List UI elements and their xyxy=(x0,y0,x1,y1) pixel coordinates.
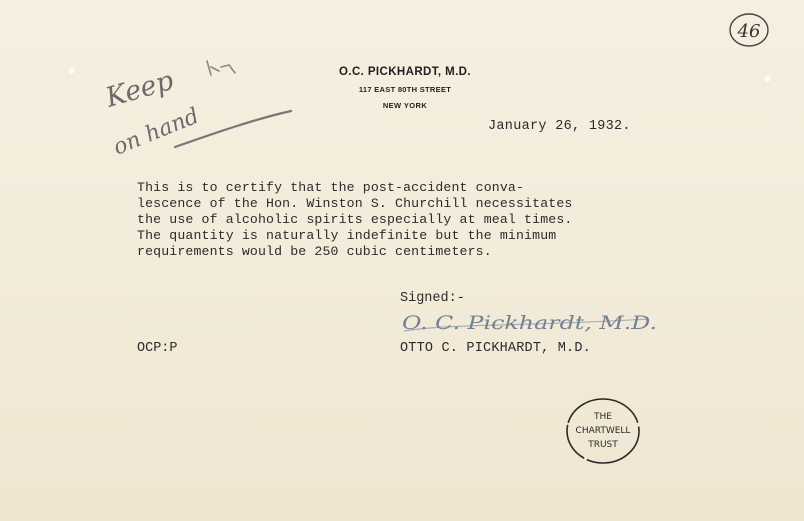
chartwell-trust-stamp xyxy=(563,394,643,468)
stamp-line: THE xyxy=(594,412,612,422)
letterhead xyxy=(300,66,510,110)
handwritten-on-hand: on hand xyxy=(109,103,203,161)
body-line: lescence of the Hon. Winston S. Churchill necessitates xyxy=(137,196,573,211)
signature xyxy=(398,305,668,339)
letterhead-street: 117 EAST 80TH STREET xyxy=(358,85,452,94)
letterhead-city: NEW YORK xyxy=(382,101,428,110)
signature-text: O. C. Pickhardt, M.D. xyxy=(402,312,657,334)
handwritten-keep: Keep xyxy=(102,64,177,114)
typed-name: OTTO C. PICKHARDT, M.D. xyxy=(400,341,591,356)
letter-date: January 26, 1932. xyxy=(488,119,631,134)
punch-hole xyxy=(67,66,76,75)
body-line: This is to certify that the post-accident conva- xyxy=(137,180,525,195)
punch-hole xyxy=(763,74,772,83)
archive-number: 46 xyxy=(737,21,761,42)
stamp-line: CHARTWELL xyxy=(575,426,631,436)
body-line: the use of alcoholic spirits especially at meal times. xyxy=(137,212,573,227)
letterhead-name: O.C. PICKHARDT, M.D. xyxy=(339,66,471,78)
body-line: requirements would be 250 cubic centimeters. xyxy=(137,244,492,259)
signed-label: Signed:- xyxy=(400,291,465,306)
pencil-annotation xyxy=(95,55,305,175)
archive-number-mark xyxy=(726,10,772,50)
body-line: The quantity is naturally indefinite but the minimum xyxy=(137,228,557,243)
reference-initials: OCP:P xyxy=(137,341,178,356)
stamp-line: TRUST xyxy=(588,440,618,450)
